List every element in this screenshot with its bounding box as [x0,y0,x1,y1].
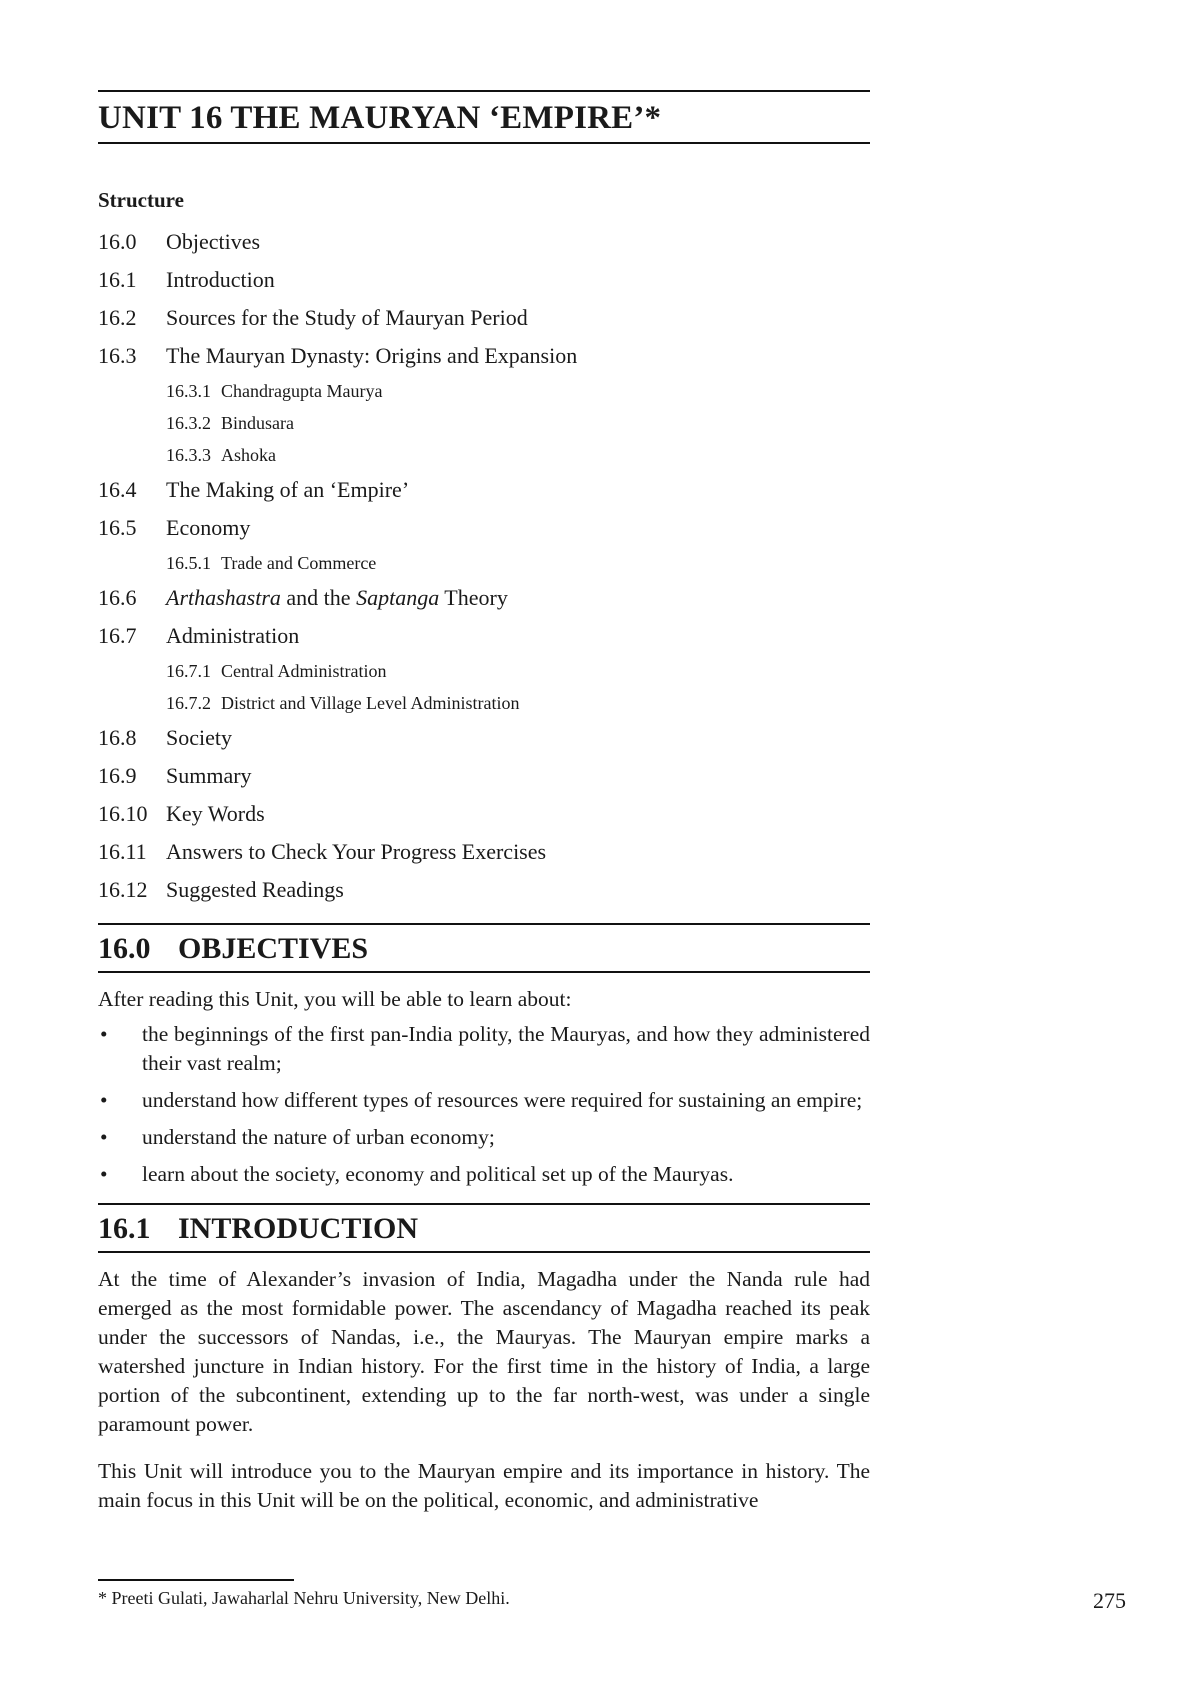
bullet-icon: • [100,1022,108,1046]
list-item [98,1123,870,1152]
toc-label: Society [166,725,232,750]
section-title [98,929,870,969]
table-of-contents [98,223,870,909]
toc-item [98,509,870,547]
toc-number: 16.4 [98,477,137,502]
toc-number: 16.3.3 [166,445,211,465]
toc-label: The Making of an ‘Empire’ [166,477,410,502]
section-rule-top [98,923,870,925]
toc-item [98,223,870,261]
toc-item [98,833,870,871]
toc-item [98,471,870,509]
introduction-paragraph: At the time of Alexander’s invasion of India, Magadha under the Nanda rule had emerged as the most formidable power. The ascendancy of Magadha reached its peak under the successors of Nandas, i.e., the Mauryas. The Mauryan empire marks a watershed juncture in Indian history. For the first time in the history of India, a large portion of the subcontinent, extending up to the far north-west, was under a single paramount power. [98,1267,870,1436]
toc-item [98,719,870,757]
toc-label: The Mauryan Dynasty: Origins and Expansion [166,343,578,368]
section-number: 16.0 [98,932,151,965]
toc-number: 16.7 [98,623,137,648]
section-rule-top [98,1203,870,1205]
unit-title: UNIT 16 THE MAURYAN ‘EMPIRE’* [98,100,662,136]
toc-subitem [98,547,870,579]
toc-item [98,579,870,617]
toc-label: District and Village Level Administration [221,693,520,713]
toc-label-italic: Saptanga [356,585,440,610]
toc-label: Central Administration [221,661,387,681]
bullet-text: the beginnings of the first pan-India polity, the Mauryas, and how they administered their vast realm; [142,1022,870,1075]
bullet-text: learn about the society, economy and political set up of the Mauryas. [142,1162,734,1186]
toc-item [98,261,870,299]
toc-subitem [98,375,870,407]
toc-number: 16.5.1 [166,553,211,573]
toc-number: 16.11 [98,839,147,864]
toc-label: Summary [166,763,252,788]
section-number: 16.1 [98,1212,151,1245]
section-rule-bottom [98,971,870,973]
objectives-list [98,1020,870,1189]
bullet-icon: • [100,1162,108,1186]
toc-number: 16.3.1 [166,381,211,401]
toc-label: Ashoka [221,445,276,465]
objectives-intro: After reading this Unit, you will be able to learn about: [98,987,572,1011]
page-content [98,90,870,1515]
toc-number: 16.10 [98,801,148,826]
toc-number: 16.7.2 [166,693,211,713]
toc-label: Bindusara [221,413,294,433]
footnote-rule [98,1579,294,1581]
toc-number: 16.1 [98,267,137,292]
toc-subitem [98,439,870,471]
toc-item [98,337,870,375]
toc-number: 16.6 [98,585,137,610]
list-item [98,1160,870,1189]
objectives-heading [98,923,870,973]
toc-item [98,757,870,795]
toc-item [98,795,870,833]
toc-label: Objectives [166,229,261,254]
toc-number: 16.3 [98,343,137,368]
structure-label: Structure [98,188,184,212]
toc-label: Answers to Check Your Progress Exercises [166,839,547,864]
bullet-text: understand how different types of resources were required for sustaining an empire; [142,1088,863,1112]
title-rule-bottom [98,142,870,144]
toc-subitem [98,655,870,687]
toc-number: 16.8 [98,725,137,750]
footnote: * Preeti Gulati, Jawaharlal Nehru University, New Delhi. [98,1588,510,1608]
toc-label: Administration [166,623,300,648]
page-number: 275 [1093,1588,1126,1613]
toc-item [98,871,870,909]
toc-label-text: Theory [439,585,508,610]
toc-label: Introduction [166,267,275,292]
bullet-icon: • [100,1088,108,1112]
section-rule-bottom [98,1251,870,1253]
toc-number: 16.7.1 [166,661,211,681]
section-title [98,1209,870,1249]
section-title-text: OBJECTIVES [178,932,369,965]
list-item [98,1020,870,1078]
toc-label: Suggested Readings [166,877,344,902]
list-item [98,1086,870,1115]
toc-label: Chandragupta Maurya [221,381,383,401]
toc-label-italic: Arthashastra [166,585,281,610]
toc-label: Key Words [166,801,265,826]
toc-label: Economy [166,515,251,540]
toc-number: 16.3.2 [166,413,211,433]
toc-label: Trade and Commerce [221,553,377,573]
bullet-icon: • [100,1125,108,1149]
bullet-text: understand the nature of urban economy; [142,1125,495,1149]
introduction-heading [98,1203,870,1253]
toc-number: 16.5 [98,515,137,540]
toc-label-text: and the [280,585,357,610]
introduction-paragraph: This Unit will introduce you to the Mauryan empire and its importance in history. The main focus in this Unit will be on the political, economic, and administrative [98,1459,870,1512]
toc-number: 16.2 [98,305,137,330]
toc-number: 16.12 [98,877,148,902]
toc-subitem [98,407,870,439]
toc-number: 16.0 [98,229,137,254]
section-title-text: INTRODUCTION [178,1212,419,1245]
toc-number: 16.9 [98,763,137,788]
toc-label [166,579,508,617]
title-rule-top [98,90,870,92]
toc-label: Sources for the Study of Mauryan Period [166,305,528,330]
toc-subitem [98,687,870,719]
toc-item [98,617,870,655]
toc-item [98,299,870,337]
